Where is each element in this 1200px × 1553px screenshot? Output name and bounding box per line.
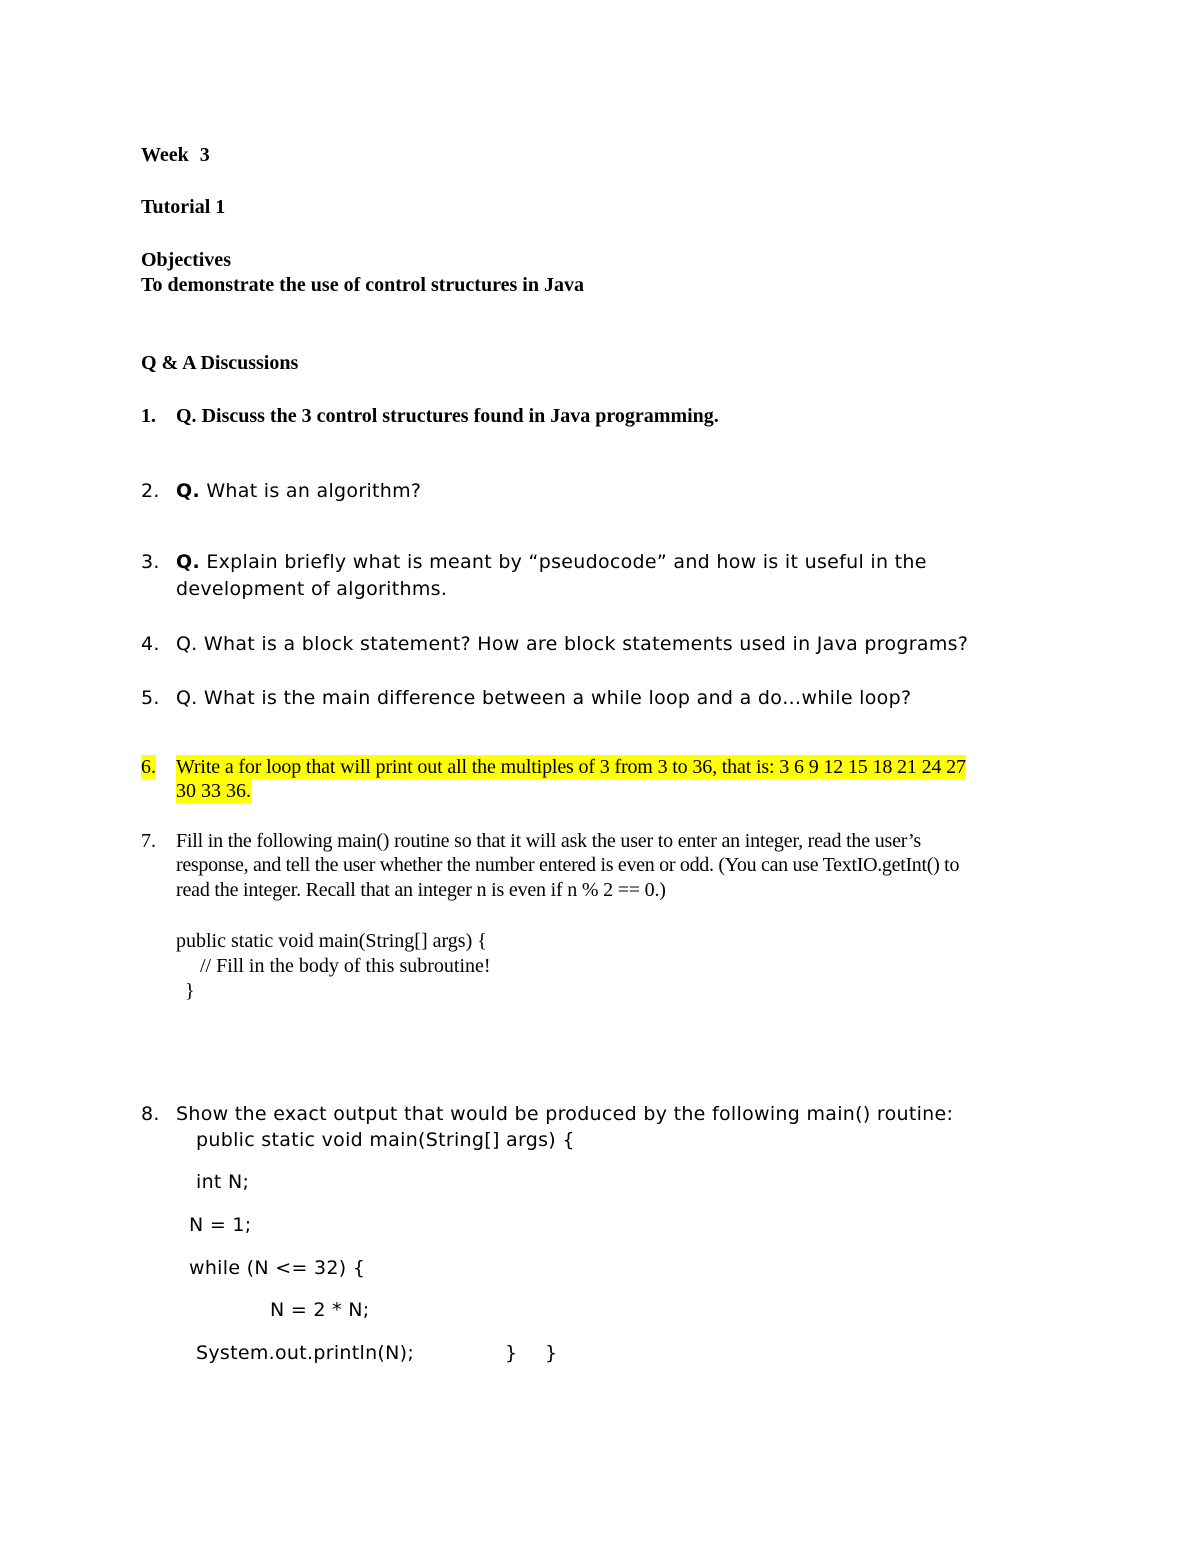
question-line: 30 33 36. xyxy=(176,780,251,802)
question-prefix: Q. xyxy=(176,480,200,502)
code-line: System.out.println(N); xyxy=(196,1342,415,1364)
question-line: Q. What is a block statement? How are block statements used in Java programs? xyxy=(176,633,969,655)
week-title: Week 3 xyxy=(141,144,210,166)
question-text xyxy=(176,549,927,575)
code-line: public static void main(String[] args) { xyxy=(196,1129,575,1151)
question-line: Fill in the following main() routine so that it will ask the user to enter an integer, read the user’s xyxy=(176,830,921,852)
question-number: 8. xyxy=(141,1103,160,1125)
question-number: 6. xyxy=(141,756,156,778)
question-prefix: Q. xyxy=(176,551,200,573)
code-line: N = 1; xyxy=(189,1214,252,1236)
question-line: development of algorithms. xyxy=(176,578,448,600)
question-line: What is an algorithm? xyxy=(206,480,422,502)
code-line: // Fill in the body of this subroutine! xyxy=(200,955,491,977)
question-prefix: Q. xyxy=(176,405,197,427)
code-line: N = 2 * N; xyxy=(270,1299,370,1321)
question-number: 7. xyxy=(141,830,156,852)
question-number: 1. xyxy=(141,405,156,427)
objectives-text: To demonstrate the use of control structures in Java xyxy=(141,274,584,296)
code-line: } xyxy=(185,980,195,1002)
code-line: public static void main(String[] args) { xyxy=(176,930,487,952)
question-number: 2. xyxy=(141,480,160,502)
tutorial-title: Tutorial 1 xyxy=(141,196,226,218)
code-line: while (N <= 32) { xyxy=(189,1257,366,1279)
question-line: Explain briefly what is meant by “pseudocode” and how is it useful in the xyxy=(206,551,927,573)
code-line: int N; xyxy=(196,1171,250,1193)
code-line: } xyxy=(505,1342,518,1364)
question-line: Write a for loop that will print out all the multiples of 3 from 3 to 36, that is: 3 6 9 12 15 18 21 24 27 xyxy=(176,756,966,778)
code-line: } xyxy=(545,1342,558,1364)
question-line: Discuss the 3 control structures found in Java programming. xyxy=(201,405,719,427)
objectives-heading: Objectives xyxy=(141,249,231,271)
question-text xyxy=(176,478,421,504)
question-number: 5. xyxy=(141,687,160,709)
qa-heading: Q & A Discussions xyxy=(141,352,299,374)
question-text xyxy=(176,404,719,428)
question-number: 3. xyxy=(141,551,160,573)
question-number: 4. xyxy=(141,633,160,655)
question-line: response, and tell the user whether the number entered is even or odd. (You can use TextIO.getInt() to xyxy=(176,854,960,876)
question-line: Q. What is the main difference between a while loop and a do…while loop? xyxy=(176,687,912,709)
question-line: read the integer. Recall that an integer n is even if n % 2 == 0.) xyxy=(176,879,666,901)
question-line: Show the exact output that would be produced by the following main() routine: xyxy=(176,1103,954,1125)
